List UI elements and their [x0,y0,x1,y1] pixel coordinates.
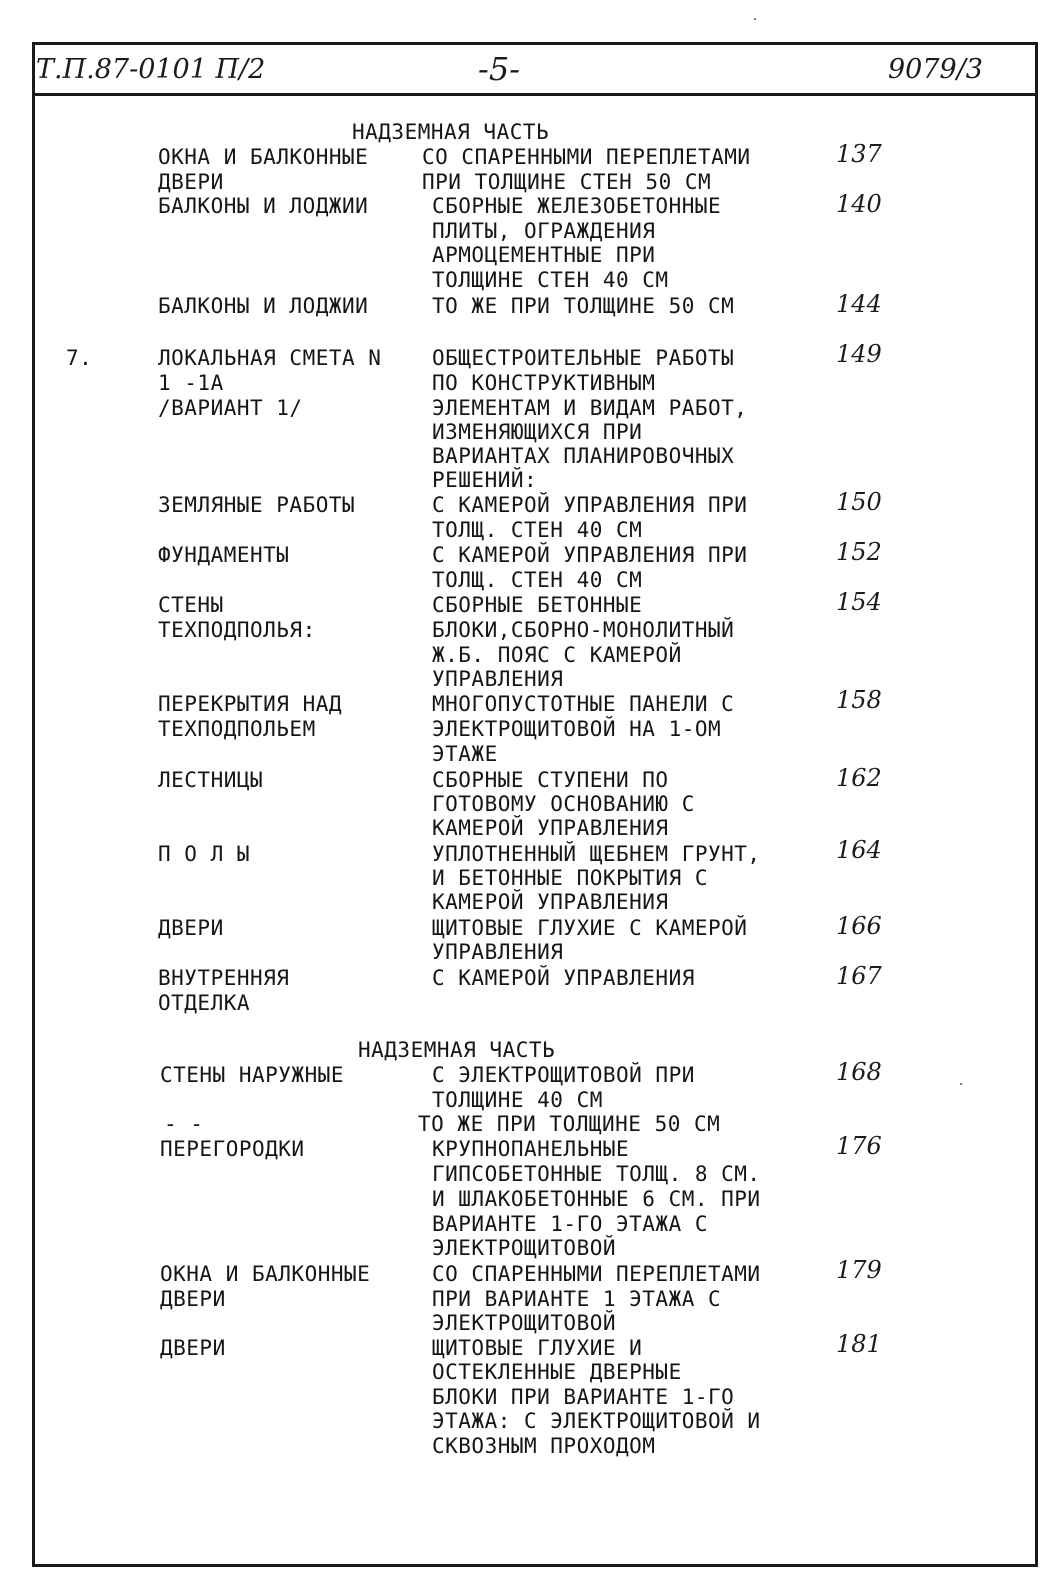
row-desc: ЭЛЕКТРОЩИТОВОЙ НА 1-ОМ [432,717,722,741]
section-title: НАДЗЕМНАЯ ЧАСТЬ [358,1038,556,1062]
item-desc: ВАРИАНТАХ ПЛАНИРОВОЧНЫХ [432,444,735,468]
scan-speck [754,18,756,20]
row-page: 158 [836,686,882,714]
item-label: 1 -1А [158,371,224,395]
row-label: - - [164,1112,204,1136]
row-page: 140 [836,190,882,218]
page-number: -5- [478,50,520,88]
header-divider [32,93,1038,96]
row-desc: С КАМЕРОЙ УПРАВЛЕНИЯ ПРИ [432,493,748,517]
row-label: ЛЕСТНИЦЫ [158,768,264,792]
row-page: 137 [836,140,882,168]
row-label: СТЕНЫ [158,593,224,617]
row-desc: ТО ЖЕ ПРИ ТОЛЩИНЕ 50 СМ [432,294,735,318]
row-desc: И БЕТОННЫЕ ПОКРЫТИЯ С [432,866,709,890]
row-page: 154 [836,588,882,616]
row-desc: СКВОЗНЫМ ПРОХОДОМ [432,1434,656,1458]
row-label: ПЕРЕГОРОДКИ [160,1137,305,1161]
row-desc: КАМЕРОЙ УПРАВЛЕНИЯ [432,816,669,840]
row-desc: СО СПАРЕННЫМИ ПЕРЕПЛЕТАМИ [422,145,751,169]
row-desc: ТОЛЩ. СТЕН 40 СМ [432,568,643,592]
row-desc: СО СПАРЕННЫМИ ПЕРЕПЛЕТАМИ [432,1262,761,1286]
row-desc: С ЭЛЕКТРОЩИТОВОЙ ПРИ [432,1063,695,1087]
row-page: 168 [836,1058,882,1086]
row-desc: ПРИ ТОЛЩИНЕ СТЕН 50 СМ [422,170,712,194]
row-desc: ЭТАЖА: С ЭЛЕКТРОЩИТОВОЙ И [432,1409,761,1433]
row-page: 162 [836,764,882,792]
row-desc: ТОЛЩ. СТЕН 40 СМ [432,518,643,542]
row-page: 179 [836,1256,882,1284]
item-label: ЛОКАЛЬНАЯ СМЕТА N [158,346,382,370]
row-desc: И ШЛАКОБЕТОННЫЕ 6 СМ. ПРИ [432,1187,761,1211]
row-desc: СБОРНЫЕ БЕТОННЫЕ [432,593,643,617]
row-desc: ЭЛЕКТРОЩИТОВОЙ [432,1311,617,1335]
row-desc: ТОЛЩИНЕ 40 СМ [432,1088,603,1112]
row-page: 176 [836,1132,882,1160]
doc-code: Т.П.87-0101 П/2 [36,54,266,85]
row-label: ОКНА И БАЛКОННЫЕ [160,1262,371,1286]
row-page: 167 [836,962,882,990]
row-desc: ПЛИТЫ, ОГРАЖДЕНИЯ [432,219,656,243]
item-label: /ВАРИАНТ 1/ [158,396,303,420]
row-label: ДВЕРИ [158,916,224,940]
row-label: ДВЕРИ [160,1287,226,1311]
item-desc: ПО КОНСТРУКТИВНЫМ [432,371,656,395]
row-label: ТЕХПОДПОЛЬЯ: [158,618,316,642]
item-number: 7. [66,346,93,370]
row-label: ВНУТРЕННЯЯ [158,966,290,990]
row-desc: ЩИТОВЫЕ ГЛУХИЕ С КАМЕРОЙ [432,916,748,940]
item-page: 149 [836,340,882,368]
row-label: СТЕНЫ НАРУЖНЫЕ [160,1063,345,1087]
row-desc: СБОРНЫЕ СТУПЕНИ ПО [432,768,669,792]
row-desc: ОСТЕКЛЕННЫЕ ДВЕРНЫЕ [432,1360,682,1384]
item-desc: ОБЩЕСТРОИТЕЛЬНЫЕ РАБОТЫ [432,346,735,370]
row-desc: ТОЛЩИНЕ СТЕН 40 СМ [432,268,669,292]
row-desc: УПЛОТНЕННЫЙ ЩЕБНЕМ ГРУНТ, [432,842,761,866]
row-label: БАЛКОНЫ И ЛОДЖИИ [158,194,369,218]
row-label: ТЕХПОДПОЛЬЕМ [158,717,316,741]
row-desc: ТО ЖЕ ПРИ ТОЛЩИНЕ 50 СМ [418,1112,721,1136]
row-desc: ПРИ ВАРИАНТЕ 1 ЭТАЖА С [432,1287,722,1311]
row-desc: КАМЕРОЙ УПРАВЛЕНИЯ [432,890,669,914]
row-desc: УПРАВЛЕНИЯ [432,667,564,691]
row-desc: МНОГОПУСТОТНЫЕ ПАНЕЛИ С [432,692,735,716]
row-label: ОКНА И БАЛКОННЫЕ [158,145,369,169]
row-desc: Ж.Б. ПОЯС С КАМЕРОЙ [432,643,682,667]
row-label: ДВЕРИ [160,1336,226,1360]
row-desc: БЛОКИ,СБОРНО-МОНОЛИТНЫЙ [432,618,735,642]
row-desc: УПРАВЛЕНИЯ [432,940,564,964]
row-label: ДВЕРИ [158,170,224,194]
row-label: ЗЕМЛЯНЫЕ РАБОТЫ [158,493,356,517]
row-desc: КРУПНОПАНЕЛЬНЫЕ [432,1137,630,1161]
row-label: П О Л Ы [158,842,251,866]
item-desc: ИЗМЕНЯЮЩИХСЯ ПРИ [432,420,643,444]
row-page: 144 [836,290,882,318]
row-page: 166 [836,912,882,940]
row-page: 150 [836,488,882,516]
row-desc: С КАМЕРОЙ УПРАВЛЕНИЯ ПРИ [432,543,748,567]
row-desc: БЛОКИ ПРИ ВАРИАНТЕ 1-ГО [432,1385,735,1409]
row-page: 152 [836,538,882,566]
section-title: НАДЗЕМНАЯ ЧАСТЬ [352,120,550,144]
row-label: БАЛКОНЫ И ЛОДЖИИ [158,294,369,318]
row-desc: С КАМЕРОЙ УПРАВЛЕНИЯ [432,966,695,990]
row-desc: СБОРНЫЕ ЖЕЛЕЗОБЕТОННЫЕ [432,194,722,218]
row-page: 181 [836,1330,882,1358]
row-desc: ВАРИАНТЕ 1-ГО ЭТАЖА С [432,1212,709,1236]
scan-speck [960,1083,962,1085]
row-label: ПЕРЕКРЫТИЯ НАД [158,692,343,716]
row-desc: АРМОЦЕМЕНТНЫЕ ПРИ [432,243,656,267]
row-label: ФУНДАМЕНТЫ [158,543,290,567]
row-label: ОТДЕЛКА [158,991,251,1015]
row-page: 164 [836,836,882,864]
row-desc: ЩИТОВЫЕ ГЛУХИЕ И [432,1336,643,1360]
row-desc: ЭТАЖЕ [432,742,498,766]
item-desc: РЕШЕНИЙ: [432,468,538,492]
row-desc: ГОТОВОМУ ОСНОВАНИЮ С [432,792,695,816]
row-desc: ГИПСОБЕТОННЫЕ ТОЛЩ. 8 СМ. [432,1162,761,1186]
item-desc: ЭЛЕМЕНТАМ И ВИДАМ РАБОТ, [432,396,748,420]
doc-number: 9079/3 [888,54,983,85]
row-desc: ЭЛЕКТРОЩИТОВОЙ [432,1236,617,1260]
